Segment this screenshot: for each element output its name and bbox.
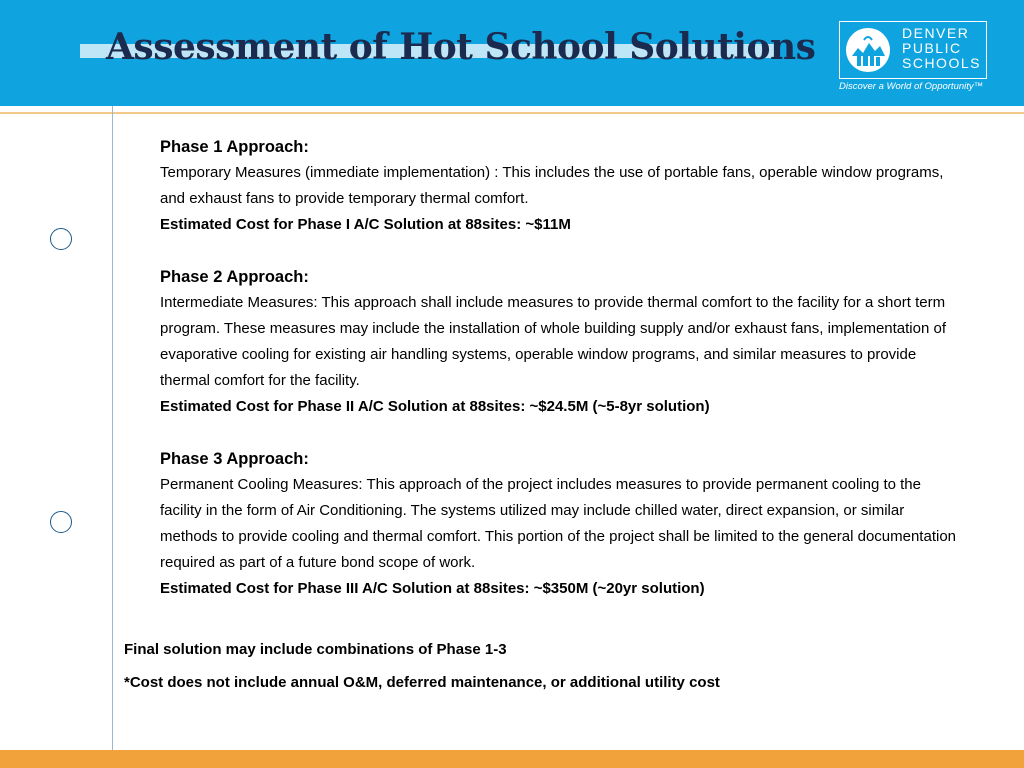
- cost-disclaimer-note: *Cost does not include annual O&M, deferred maintenance, or additional utility cost: [124, 674, 720, 691]
- phase-heading: Phase 1 Approach:: [160, 138, 309, 156]
- phase-3-section: [160, 446, 960, 602]
- phase-cost: Estimated Cost for Phase III A/C Solution at 88sites: ~$350M (~20yr solution): [160, 580, 705, 597]
- logo-line-schools: SCHOOLS: [902, 55, 981, 71]
- logo-line-public: PUBLIC: [902, 40, 962, 56]
- notebook-margin-line: [112, 106, 113, 750]
- phase-1-section: [160, 134, 960, 238]
- final-solution-note: Final solution may include combinations of Phase 1-3: [124, 641, 507, 658]
- page-title: Assessment of Hot School Solutions: [106, 26, 816, 68]
- phase-cost: Estimated Cost for Phase I A/C Solution at 88sites: ~$11M: [160, 216, 571, 233]
- footer-accent-bar: [0, 750, 1024, 768]
- logo-wordmark: [902, 26, 981, 71]
- dps-logo: [839, 21, 987, 79]
- binder-hole-top: [50, 228, 72, 250]
- phases-content: [160, 134, 960, 628]
- phase-cost: Estimated Cost for Phase II A/C Solution at 88sites: ~$24.5M (~5-8yr solution): [160, 398, 710, 415]
- phase-description: Permanent Cooling Measures: This approach of the project includes measures to provide permanent cooling to the facility in the form of Air Conditioning. The systems utilized may include chilled water, direct expansion, or similar methods to provide cooling and thermal comfort. This portion of the project shall be limited to the general documentation required as part of a future bond scope of work.: [160, 476, 957, 571]
- phase-description: Intermediate Measures: This approach shall include measures to provide thermal comfort to the facility for a short term program. These measures may include the installation of whole building supply and/or exhaust fans, implementation of evaporative cooling for existing air handling systems, operable window programs, and similar measures to provide thermal comfort for the facility.: [160, 294, 946, 389]
- binder-hole-bottom: [50, 511, 72, 533]
- header-divider: [0, 112, 1024, 114]
- phase-2-section: [160, 264, 960, 420]
- logo-line-denver: DENVER: [902, 25, 970, 41]
- phase-heading: Phase 3 Approach:: [160, 450, 309, 468]
- dps-emblem-icon: [844, 26, 892, 74]
- logo-tagline: Discover a World of Opportunity™: [839, 81, 984, 92]
- phase-description: Temporary Measures (immediate implementation) : This includes the use of portable fans, operable window programs, and exhaust fans to provide temporary thermal comfort.: [160, 164, 944, 207]
- phase-heading: Phase 2 Approach:: [160, 268, 309, 286]
- header-banner: [0, 0, 1024, 106]
